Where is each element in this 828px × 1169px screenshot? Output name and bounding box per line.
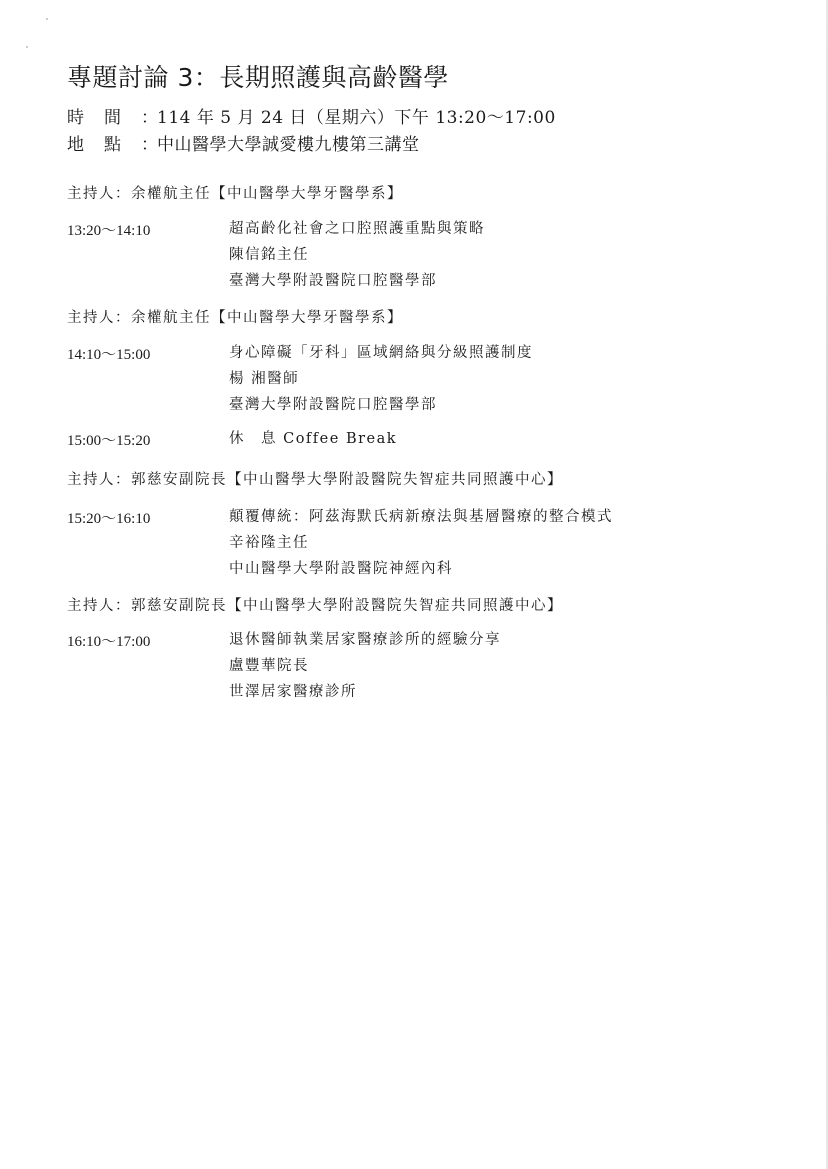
host-line: 主持人：郭慈安副院長【中山醫學大學附設醫院失智症共同照護中心】 — [67, 598, 563, 614]
slot-details — [229, 429, 397, 455]
session-time-line — [67, 103, 556, 128]
session-title: 專題討論 3：長期照護與高齡醫學 — [67, 63, 449, 92]
host-line: 主持人：余權航主任【中山醫學大學牙醫學系】 — [67, 310, 403, 326]
time-value: 114 年 5 月 24 日（星期六）下午 13:20～17:00 — [157, 108, 556, 128]
slot-topic: 退休醫師執業居家醫療診所的經驗分享 — [229, 632, 501, 648]
time-label: 時間 — [67, 108, 141, 128]
slot-time: 16:10～17:00 — [67, 634, 151, 650]
slot-time: 15:00～15:20 — [67, 433, 151, 449]
slot-topic: 超高齡化社會之口腔照護重點與策略 — [229, 221, 485, 237]
slot-topic: 身心障礙「牙科」區域網絡與分級照護制度 — [229, 345, 533, 361]
slot-details — [229, 507, 613, 585]
slot-time: 13:20～14:10 — [67, 223, 151, 239]
slot-time: 15:20～16:10 — [67, 511, 151, 527]
slot-affiliation: 中山醫學大學附設醫院神經內科 — [229, 561, 453, 577]
host-line: 主持人：郭慈安副院長【中山醫學大學附設醫院失智症共同照護中心】 — [67, 472, 563, 488]
place-label: 地點 — [67, 135, 141, 155]
slot-details — [229, 630, 501, 708]
slot-time: 14:10～15:00 — [67, 347, 151, 363]
place-colon: ： — [141, 135, 159, 155]
slot-affiliation: 臺灣大學附設醫院口腔醫學部 — [229, 397, 437, 413]
slot-details — [229, 219, 485, 297]
slot-speaker: 盧豐華院長 — [229, 658, 309, 674]
time-colon: ： — [141, 108, 159, 128]
host-line: 主持人：余權航主任【中山醫學大學牙醫學系】 — [67, 186, 403, 202]
session-place-line — [67, 130, 420, 155]
slot-affiliation: 臺灣大學附設醫院口腔醫學部 — [229, 273, 437, 289]
slot-speaker: 陳信銘主任 — [229, 247, 309, 263]
slot-affiliation: 世澤居家醫療診所 — [229, 684, 357, 700]
place-value: 中山醫學大學誠愛樓九樓第三講堂 — [157, 135, 420, 155]
slot-topic: 顛覆傳統：阿茲海默氏病新療法與基層醫療的整合模式 — [229, 509, 613, 525]
scan-speck — [26, 46, 28, 48]
slot-details — [229, 343, 533, 421]
scan-speck — [46, 18, 48, 20]
slot-speaker: 楊 湘醫師 — [229, 371, 300, 387]
slot-topic: 休 息 Coffee Break — [229, 431, 398, 447]
slot-speaker: 辛裕隆主任 — [229, 535, 309, 551]
